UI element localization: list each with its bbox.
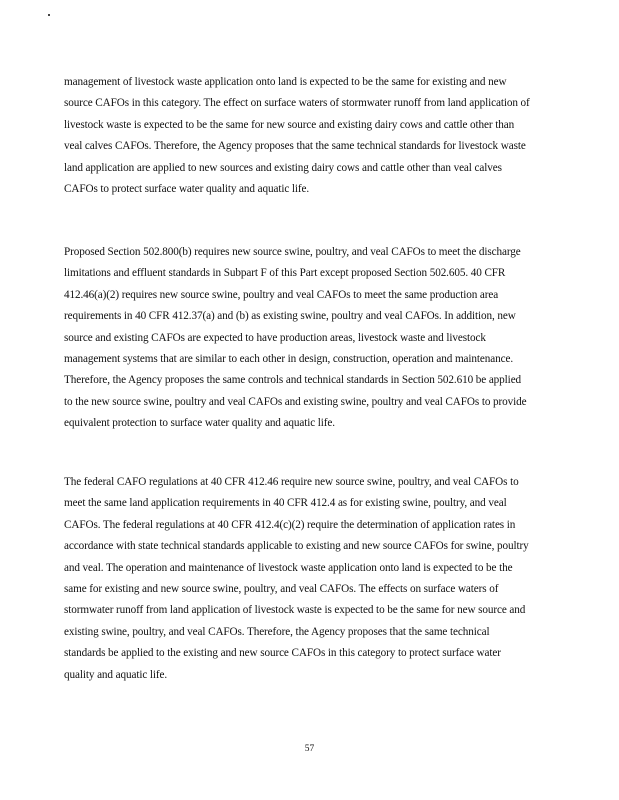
paragraph-1: management of livestock waste application onto land is expected to be the same for existing and new source CAFOs in this category. The effect on surface waters of stormwater runoff from land application of livestock waste is expected to be the same for new source and existing dairy cows and cattle other than veal calves CAFOs. Therefore, the Agency proposes that the same technical standards for livestock waste land application are applied to new sources and existing dairy cows and cattle other than veal calves CAFOs to protect surface water quality and aquatic life. (64, 76, 530, 196)
paragraph-2: Proposed Section 502.800(b) requires new source swine, poultry, and veal CAFOs to meet the discharge limitations and effluent standards in Subpart F of this Part except proposed Section 502.605. 40 CFR 412.46(a)(2) requires new source swine, poultry and veal CAFOs to meet the same production area requirements in 40 CFR 412.37(a) and (b) as existing swine, poultry and veal CAFOs. In addition, new source and existing CAFOs are expected to have production areas, livestock waste and livestock management systems that are similar to each other in design, construction, operation and maintenance. Therefore, the Agency proposes the same controls and technical standards in Section 502.610 be applied to the new source swine, poultry and veal CAFOs and existing swine, poultry and veal CAFOs to provide equivalent protection to surface water quality and aquatic life. (64, 246, 527, 430)
scan-speck (48, 14, 50, 16)
page-number: 57 (304, 744, 315, 754)
paragraph-3: The federal CAFO regulations at 40 CFR 412.46 require new source swine, poultry, and veal CAFOs to meet the same land application requirements in 40 CFR 412.4 as for existing swine, poultry, and veal CAFOs. The federal regulations at 40 CFR 412.4(c)(2) require the determination of application rates in accordance with state technical standards applicable to existing and new source CAFOs for swine, poultry and veal. The operation and maintenance of livestock waste application onto land is expected to be the same for existing and new source swine, poultry, and veal CAFOs. The effects on surface waters of stormwater runoff from land application of livestock waste is expected to be the same for new source and existing swine, poultry, and veal CAFOs. Therefore, the Agency proposes that the same technical standards be applied to the existing and new source CAFOs in this category to protect surface water quality and aquatic life. (64, 476, 529, 681)
